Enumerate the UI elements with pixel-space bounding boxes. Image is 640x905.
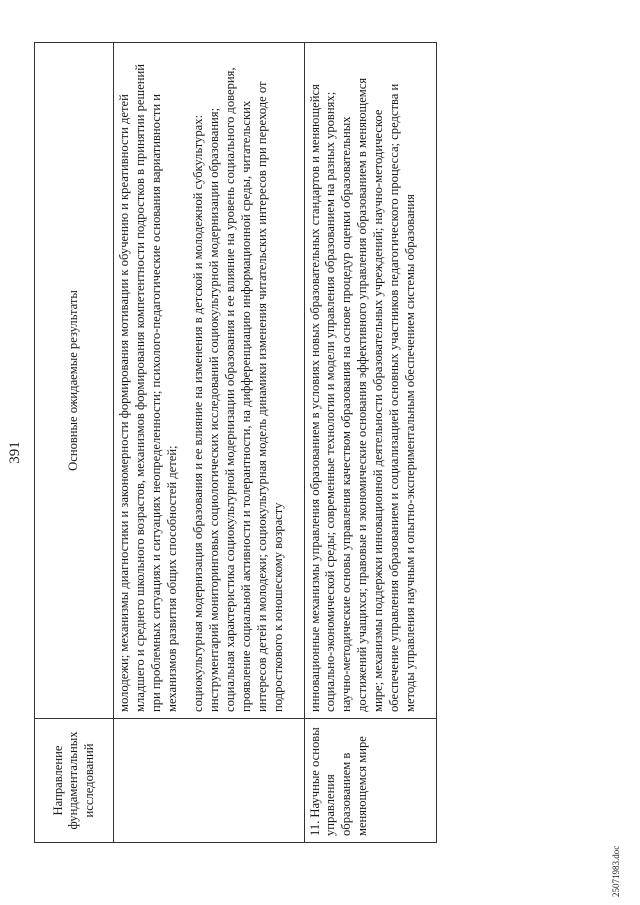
table-row bbox=[304, 43, 436, 843]
row-results-cell bbox=[304, 43, 436, 719]
result-paragraph: инновационные механизмы управления образованием в условиях новых образовательных стандартов и меняющейся социально-экономической среды; современные технологии и модели управления образованием на разных уровнях; научно-методические основы управления качеством образования на основе процедур оценки образовательных достижений учащихся; правовые и экономические основания эффективного управления образованием в меняющемся мире; механизмы поддержки инновационной деятельности образовательных учреждений; научно-методическое обеспечение управления образованием и социализацией основных участников педагогического процесса; средства и методы управления научным и опытно-экспериментальным обеспечением системы образования bbox=[307, 77, 417, 712]
table-header-row bbox=[35, 43, 114, 843]
header-direction: Направление фундаментальных исследований bbox=[35, 719, 114, 843]
result-paragraph: молодежи; механизмы диагностики и закономерности формирования мотивации к обучению и креативности детей младшего и среднего школьного возрастов, механизмов формирования компетентности подростков в принятии решений при проблемных ситуациях и ситуациях неопределенности; психолого-педагогические основания вариативности и механизмов развития общих способностей детей; bbox=[117, 63, 179, 712]
table-row bbox=[114, 43, 305, 843]
row-direction-cell: 11. Научные основы управления образованием в меняющемся мире bbox=[304, 719, 436, 843]
research-directions-table bbox=[34, 42, 437, 843]
row-results-cell bbox=[114, 43, 305, 719]
header-results: Основные ожидаемые результаты bbox=[35, 43, 114, 719]
page-number: 391 bbox=[7, 441, 23, 464]
document-filename: 25071983.doc bbox=[611, 845, 621, 897]
result-paragraph: социокультурная модернизация образования и ее влияние на изменения в детской и молодежной субкультурах: инструментарий мониторинговых социологических исследований социокультурной модернизации образования; социальная характеристика социокультурной модернизации образования и ее влияние на уровень социального доверия, проявление социальной активности и толерантности, на дифференциацию информационной среды, читательских интересов детей и молодежи; социокультурная модель динамики изменения читательских интересов при переходе от подросткового к юношескому возрасту bbox=[191, 67, 285, 712]
row-direction-cell bbox=[114, 719, 305, 843]
